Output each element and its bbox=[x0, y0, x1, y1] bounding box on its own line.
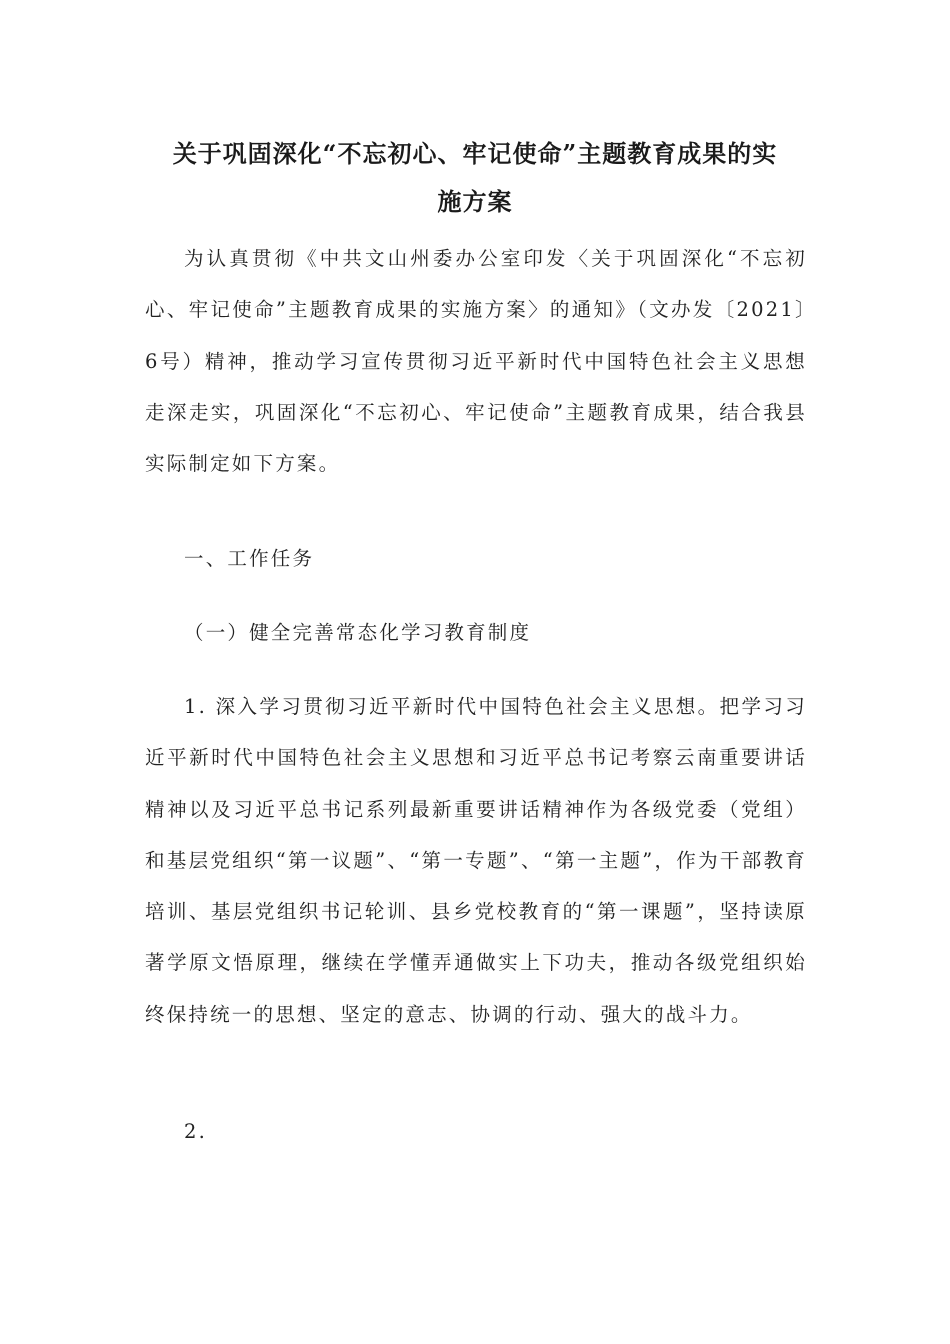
section-heading-work-tasks: 一、工作任务 bbox=[184, 547, 315, 570]
intro-paragraph: 为认真贯彻《中共文山州委办公室印发〈关于巩固深化“不忘初心、牢记使命”主题教育成果的实施方案〉的通知》（文办发〔2021〕6号）精神，推动学习宣传贯彻习近平新时代中国特色社会主义思想走深走实，巩固深化“不忘初心、牢记使命”主题教育成果，结合我县实际制定如下方案。 bbox=[145, 247, 807, 476]
list-item-2: 2. bbox=[184, 1120, 208, 1143]
document-title-line-2: 施方案 bbox=[437, 187, 513, 216]
document-title-line-1: 关于巩固深化“不忘初心、牢记使命”主题教育成果的实 bbox=[172, 139, 778, 168]
list-item-1: 1. 深入学习贯彻习近平新时代中国特色社会主义思想。把学习习近平新时代中国特色社会主义思想和习近平总书记考察云南重要讲话精神以及习近平总书记系列最新重要讲话精神作为各级党委（党组）和基层党组织“第一议题”、“第一专题”、“第一主题”，作为干部教育培训、基层党组织书记轮训、县乡党校教育的“第一课题”，坚持读原著学原文悟原理，继续在学懂弄通做实上下功夫，推动各级党组织始终保持统一的思想、坚定的意志、协调的行动、强大的战斗力。 bbox=[145, 695, 807, 1026]
subsection-heading-study-system: （一）健全完善常态化学习教育制度 bbox=[184, 621, 532, 644]
